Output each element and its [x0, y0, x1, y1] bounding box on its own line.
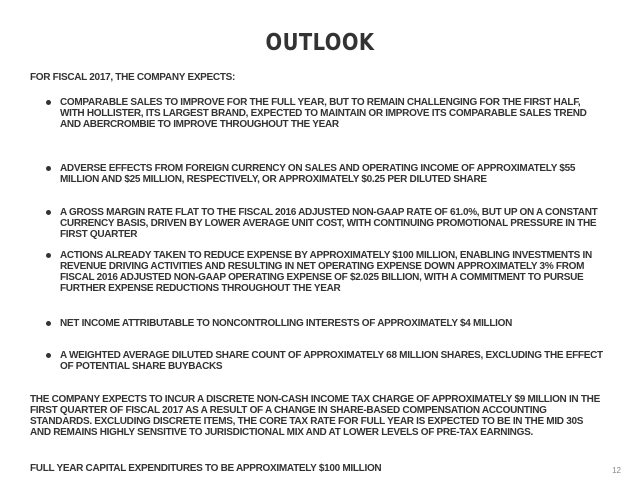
bullet-text: ADVERSE EFFECTS FROM FOREIGN CURRENCY ON SALES AND OPERATING INCOME OF APPROXIMATELY $55 MILLION AND $25 MILLION, RESPECTIVELY, OR APPROXIMATELY $0.25 PER DILUTED SHARE: [60, 163, 576, 185]
bullet-text: COMPARABLE SALES TO IMPROVE FOR THE FULL YEAR, BUT TO REMAIN CHALLENGING FOR THE FIRST HALF, WITH HOLLISTER, ITS LARGEST BRAND, EXPECTED TO MAINTAIN OR IMPROVE ITS COMPARABLE SALES TREND AND ABERCROMBIE TO IMPROVE THROUGHOUT THE YEAR: [60, 97, 587, 130]
bullet-expense-reduction: [60, 250, 605, 294]
bullet-text: A GROSS MARGIN RATE FLAT TO THE FISCAL 2016 ADJUSTED NON-GAAP RATE OF 61.0%, BUT UP ON A CONSTANT CURRENCY BASIS, DRIVEN BY LOWER AVERAGE UNIT COST, WITH CONTINUING PROMOTIONAL PRESSURE IN THE FIRST QUARTER: [60, 207, 598, 240]
bullet-dot-icon: [46, 321, 51, 326]
bullet-dot-icon: [46, 166, 51, 171]
bullet-foreign-currency: [60, 163, 605, 185]
bullet-dot-icon: [46, 100, 51, 105]
bullet-text: NET INCOME ATTRIBUTABLE TO NONCONTROLLING INTERESTS OF APPROXIMATELY $4 MILLION: [60, 318, 513, 329]
bullet-text: ACTIONS ALREADY TAKEN TO REDUCE EXPENSE BY APPROXIMATELY $100 MILLION, ENABLING INVESTMENTS IN REVENUE DRIVING ACTIVITIES AND RESULTING IN NET OPERATING EXPENSE DOWN APPROXIMATELY 3% FROM FISCAL 2016 ADJUSTED NON-GAAP OPERATING EXPENSE OF $2.025 BILLION, WITH A COMMITMENT TO PURSUE FURTHER EXPENSE REDUCTIONS THROUGHOUT THE YEAR: [60, 250, 592, 294]
bullet-net-income: [60, 318, 605, 329]
bullet-comparable-sales: [60, 97, 605, 130]
bullet-dot-icon: [46, 253, 51, 258]
bullet-text: A WEIGHTED AVERAGE DILUTED SHARE COUNT OF APPROXIMATELY 68 MILLION SHARES, EXCLUDING THE EFFECT OF POTENTIAL SHARE BUYBACKS: [60, 350, 603, 372]
bullet-share-count: [60, 350, 605, 372]
bullet-dot-icon: [46, 210, 51, 215]
page-number: 12: [612, 466, 621, 475]
page-title: OUTLOOK: [265, 30, 375, 56]
bullet-gross-margin: [60, 207, 605, 240]
tax-paragraph: THE COMPANY EXPECTS TO INCUR A DISCRETE NON-CASH INCOME TAX CHARGE OF APPROXIMATELY $9 MILLION IN THE FIRST QUARTER OF FISCAL 2017 AS A RESULT OF A CHANGE IN SHARE-BASED COMPENSATION ACCOUNTING STANDARDS. EXCLUDING DISCRETE ITEMS, THE CORE TAX RATE FOR FULL YEAR IS EXPECTED TO BE IN THE MID 30S AND REMAINS HIGHLY SENSITIVE TO JURISDICTIONAL MIX AND AT LOWER LEVELS OF PRE-TAX EARNINGS.: [30, 394, 600, 438]
bullet-dot-icon: [46, 353, 51, 358]
intro-line: FOR FISCAL 2017, THE COMPANY EXPECTS:: [30, 72, 236, 83]
capex-line: FULL YEAR CAPITAL EXPENDITURES TO BE APPROXIMATELY $100 MILLION: [30, 463, 382, 474]
